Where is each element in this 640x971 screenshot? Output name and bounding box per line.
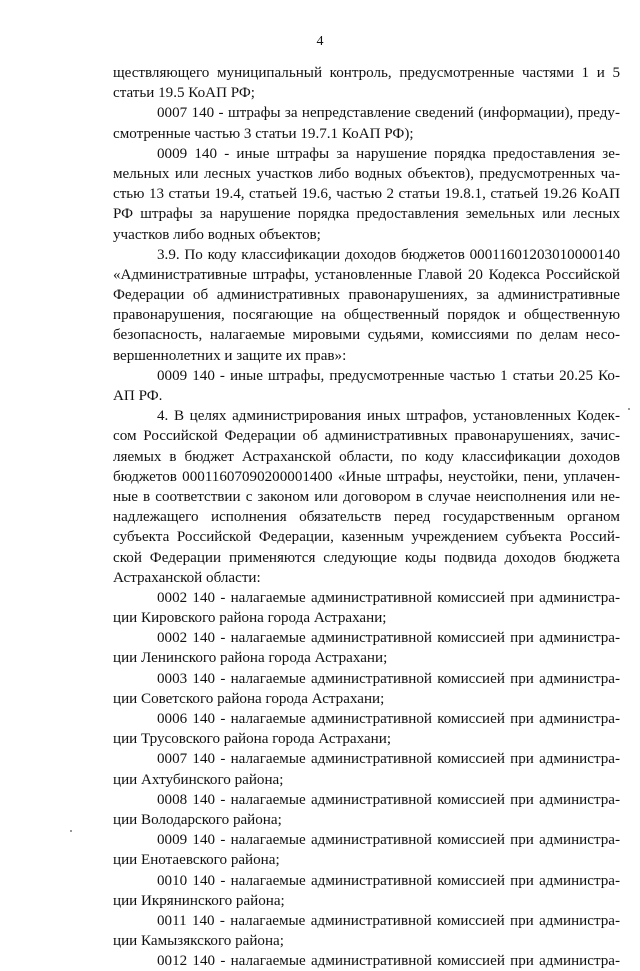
paragraph: [113, 245, 620, 366]
paragraph: [113, 588, 620, 628]
text-line: ции Трусовского района города Астрахани;: [113, 731, 392, 748]
text-line: 0007 140 - штрафы за непредставление сведений (информации), преду-: [157, 105, 620, 122]
text-line: ции Ленинского района города Астрахани;: [113, 650, 388, 667]
text-line: 0009 140 - налагаемые административной комиссией при администра-: [157, 832, 620, 849]
text-line: участков либо водных объектов;: [113, 226, 321, 243]
text-line: АП РФ.: [113, 388, 163, 404]
text-line: ные в соответствии с законом или договором в случае неисполнения или не-: [113, 488, 620, 505]
text-line: 0008 140 - налагаемые административной комиссией при администра-: [157, 791, 620, 808]
text-line: ской Федерации применяются следующие коды подвида доходов бюджета: [113, 549, 620, 566]
text-line: 0006 140 - налагаемые административной комиссией при администра-: [157, 711, 620, 727]
text-line: ции Советского района города Астрахани;: [113, 690, 385, 707]
text-line: субъекта Российской Федерации, казенным учреждением субъекта Россий-: [113, 529, 620, 546]
text-line: смотренные частью 3 статьи 19.7.1 КоАП РФ);: [113, 125, 414, 142]
text-line: 0009 140 - иные штрафы за нарушение порядка предоставления зе-: [157, 145, 620, 162]
text-line: 4. В целях администрирования иных штрафов, установленных Кодек-: [157, 408, 620, 425]
paragraph: [113, 103, 620, 143]
text-line: статьи 19.5 КоАП РФ;: [113, 85, 255, 102]
text-line: надлежащего исполнения обязательств перед государственным органом: [113, 509, 620, 526]
text-line: ции Енотаевского района;: [113, 852, 280, 869]
text-line: 0011 140 - налагаемые административной комиссией при администра-: [157, 912, 620, 929]
text-line: 0002 140 - налагаемые административной комиссией при администра-: [157, 630, 620, 647]
text-line: 3.9. По коду классификации доходов бюджетов 00011601203010000140: [157, 246, 620, 263]
text-line: ции Икрянинского района;: [113, 892, 285, 909]
text-line: 0003 140 - налагаемые административной комиссией при администра-: [157, 670, 620, 687]
text-line: Астраханской области:: [113, 569, 261, 586]
scan-speck: [628, 408, 630, 410]
paragraph: [113, 911, 620, 951]
text-line: 0009 140 - иные штрафы, предусмотренные частью 1 статьи 20.25 Ко-: [157, 367, 620, 384]
text-line: РФ штрафы за нарушение порядка предоставления земельных или лесных: [113, 206, 620, 223]
text-line: 0012 140 - налагаемые административной комиссией при администра-: [157, 953, 620, 970]
text-line: ции Камызякского района;: [113, 933, 284, 950]
document-body: [113, 63, 620, 971]
text-line: безопасность, налагаемые мировыми судьями, комиссиями по делам несо-: [113, 327, 620, 344]
text-line: ляемых в бюджет Астраханской области, по коду классификации доходов: [113, 448, 620, 465]
paragraph: [113, 628, 620, 668]
paragraph: [113, 951, 620, 971]
text-line: стью 13 статьи 19.4, статьей 19.6, частью 2 статьи 19.8.1, статьей 19.26 КоАП: [113, 186, 620, 203]
text-line: «Административные штрафы, установленные Главой 20 Кодекса Российской: [113, 266, 620, 283]
text-line: ции Ахтубинского района;: [113, 771, 284, 788]
text-line: сом Российской Федерации об административных правонарушениях, зачис-: [113, 428, 620, 445]
paragraph: [113, 830, 620, 870]
paragraph: [113, 406, 620, 588]
text-line: мельных или лесных участков либо водных объектов), предусмотренных ча-: [113, 165, 620, 182]
paragraph: [113, 366, 620, 406]
paragraph: [113, 63, 620, 103]
text-line: бюджетов 00011607090200001400 «Иные штрафы, неустойки, пени, уплачен-: [113, 468, 620, 485]
text-line: ции Володарского района;: [113, 811, 282, 828]
text-line: 0007 140 - налагаемые административной комиссией при администра-: [157, 751, 620, 768]
text-line: правонарушения, посягающие на общественный порядок и общественную: [113, 307, 620, 324]
paragraph: [113, 749, 620, 789]
text-line: 0002 140 - налагаемые административной комиссией при администра-: [157, 589, 620, 606]
scan-speck: [70, 830, 72, 832]
paragraph: [113, 790, 620, 830]
page-number: 4: [316, 34, 324, 49]
text-line: 0010 140 - налагаемые административной комиссией при администра-: [157, 872, 620, 889]
text-line: Федерации об административных правонарушениях, за административные: [113, 287, 620, 304]
text-line: ществляющего муниципальный контроль, предусмотренные частями 1 и 5: [113, 65, 620, 81]
paragraph: [113, 709, 620, 749]
paragraph: [113, 669, 620, 709]
text-line: ции Кировского района города Астрахани;: [113, 610, 387, 627]
paragraph: [113, 144, 620, 245]
text-line: вершеннолетних и защите их прав»:: [113, 347, 347, 364]
